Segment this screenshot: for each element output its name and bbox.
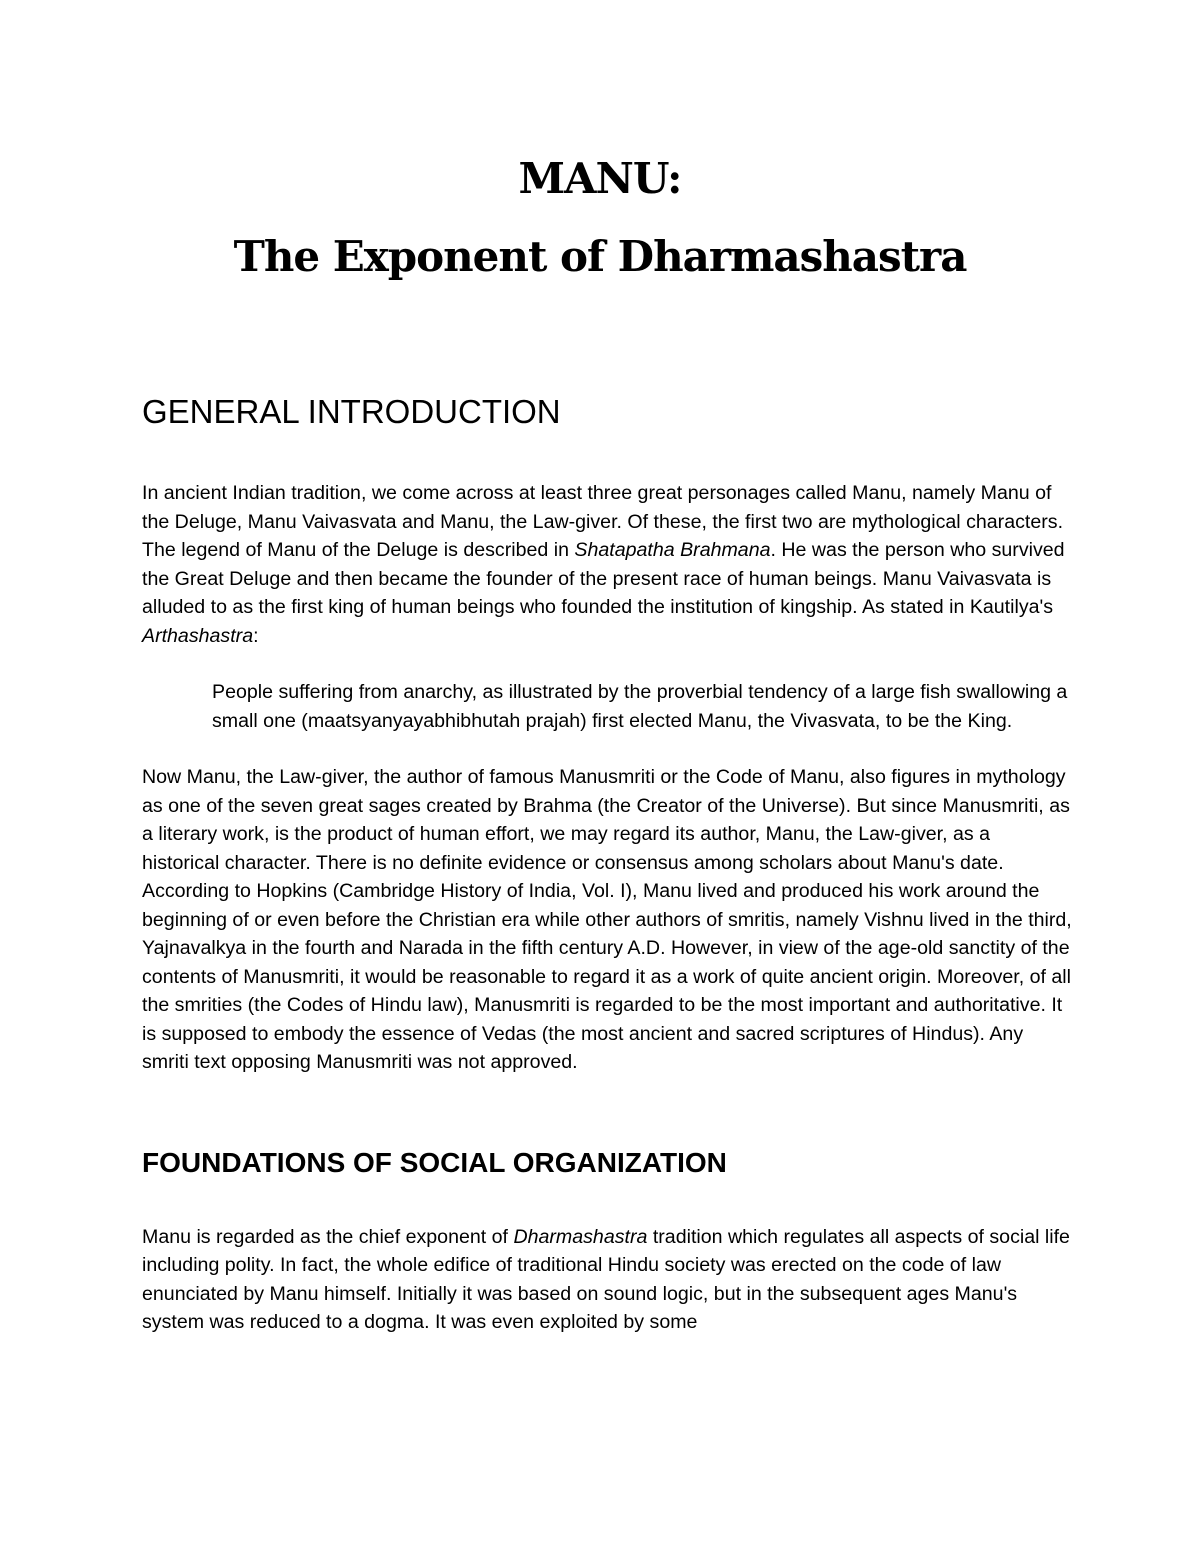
- paragraph-foundations-1: [142, 1223, 1072, 1337]
- text-run: tradition which regulates all aspects of social life including polity. In fact, the whole edifice of traditional Hindu society was erected on the code of law enunciated by Manu himself. Initially it was based on sound logic, but in the subsequent ages Manu's system was reduced to a dogma. It was even exploited by some: [142, 1225, 1070, 1333]
- text-run: . He was the person who survived the Great Deluge and then became the founder of the present race of human beings. Manu Vaivasvata is alluded to as the first king of human beings who founded the institution of kingship. As stated in Kautilya's: [142, 539, 1065, 618]
- text-run: Manu is regarded as the chief exponent of: [142, 1225, 514, 1248]
- heading-general-introduction: GENERAL INTRODUCTION: [142, 393, 561, 430]
- heading-foundations: FOUNDATIONS OF SOCIAL ORGANIZATION: [142, 1146, 727, 1178]
- document-body: [142, 385, 1072, 1365]
- italic-text-shatapatha: Shatapatha Brahmana: [574, 539, 771, 561]
- italic-text-dharmashastra: Dharmashastra: [513, 1225, 648, 1248]
- italic-text-arthashastra: Arthashastra: [142, 624, 254, 647]
- block-quote: People suffering from anarchy, as illustrated by the proverbial tendency of a large fish swallowing a small one (maatsyanyayabhibhutah prajah) first elected Manu, the Vivasvata, to be the King.: [212, 681, 1068, 732]
- document-title: [0, 140, 1200, 296]
- paragraph-intro-1: [142, 479, 1072, 650]
- title-line-2: The Exponent of Dharmashastra: [233, 232, 967, 281]
- paragraph-intro-2: Now Manu, the Law-giver, the author of famous Manusmriti or the Code of Manu, also figures in mythology as one of the seven great sages created by Brahma (the Creator of the Universe). But since Manusmriti, as a literary work, is the product of human effort, we may regard its author, Manu, the Law-giver, as a historical character. There is no definite evidence or consensus among scholars about Manu's date. According to Hopkins (Cambridge History of India, Vol. I), Manu lived and produced his work around the beginning of or even before the Christian era while other authors of smritis, namely Vishnu lived in the third, Yajnavalkya in the fourth and Narada in the fifth century A.D. However, in view of the age-old sanctity of the contents of Manusmriti, it would be reasonable to regard it as a work of quite ancient origin. Moreover, of all the smrities (the Codes of Hindu law), Manusmriti is regarded to be the most important and authoritative. It is supposed to embody the essence of Vedas (the most ancient and sacred scriptures of Hindus). Any smriti text opposing Manusmriti was not approved.: [142, 766, 1072, 1073]
- text-run: :: [253, 624, 259, 647]
- text-run: In ancient Indian tradition, we come across at least three great personages called Manu, namely Manu of the Deluge, Manu Vaivasvata and Manu, the Law-giver. Of these, the first two are mythological characters. The legend of Manu of the Deluge is described in: [142, 482, 1064, 561]
- title-line-1: MANU:: [518, 154, 682, 203]
